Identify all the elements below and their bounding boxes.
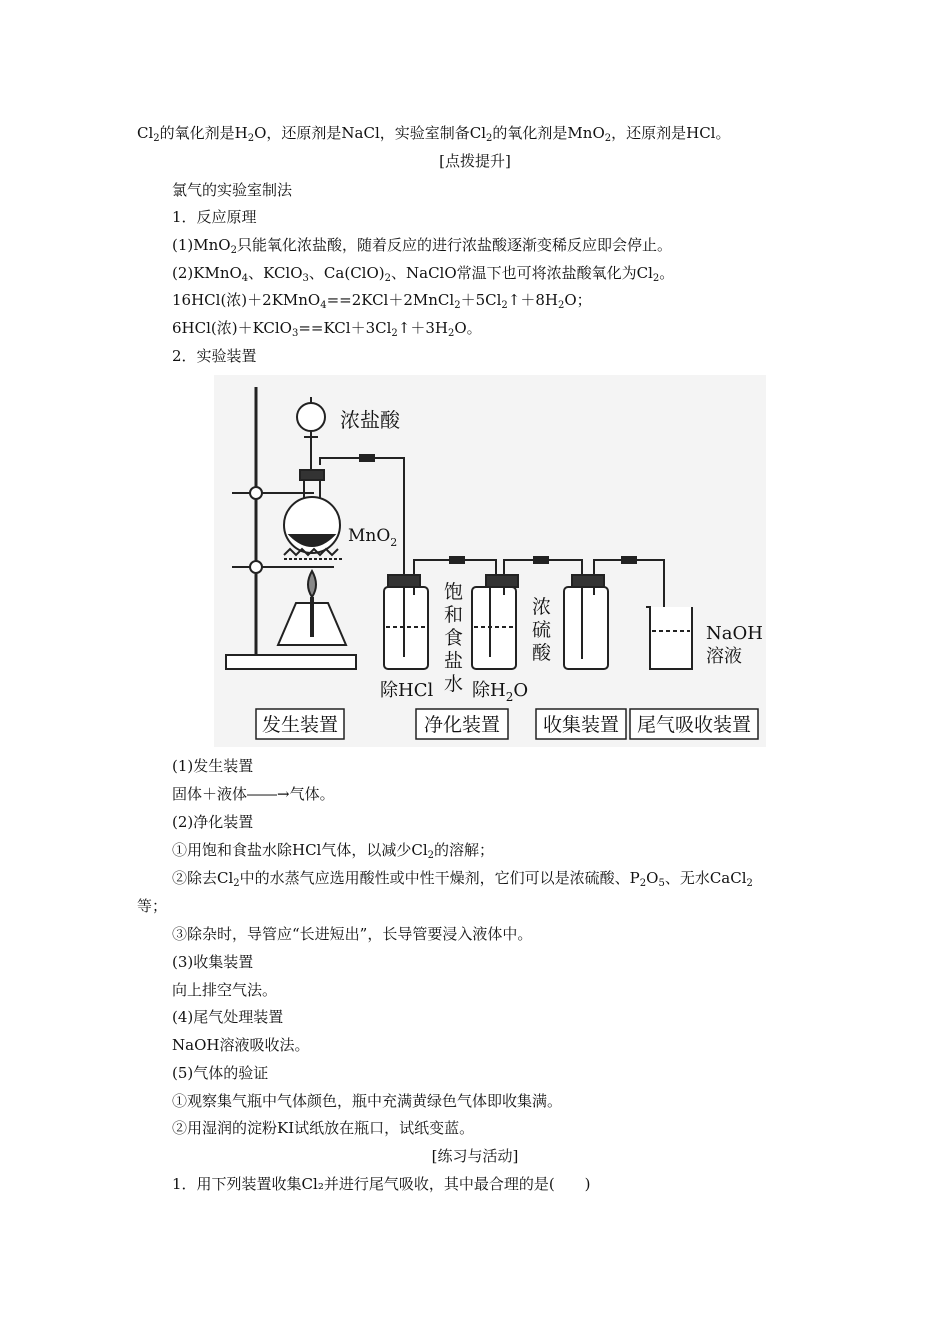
text-line-15: 等； [137, 897, 168, 915]
label-exhaust: 尾气吸收装置 [636, 714, 752, 736]
text-line-17: (3)收集装置 [172, 953, 254, 971]
label-generation: 发生装置 [261, 714, 339, 736]
label-remove-h2o: 除$H_2O$ [472, 680, 529, 704]
equation-kmno4: 16HCl(浓)$+2KMnO_4==2KCl+2MnCl_2+5Cl_2↑+8H_2O$； [172, 291, 592, 311]
text-line-6: (2)KMnO$_4$、KClO$_3$、$Ca(ClO)_2$、NaClO常温下也可将浓盐酸氧化为$Cl_2$。 [172, 264, 675, 284]
bottle-collection [564, 587, 608, 669]
label-collection: 收集装置 [542, 714, 620, 736]
text-line-13: ①用饱和食盐水除HCl气体，以减少$Cl_2$的溶解； [172, 841, 495, 861]
separatory-funnel [297, 403, 325, 431]
text-line-23: ②用湿润的淀粉KI试纸放在瓶口，试纸变蓝。 [172, 1119, 475, 1137]
label-conc-sulfuric-acid: 浓 硫 酸 [532, 596, 552, 664]
stand-base [226, 655, 356, 669]
label-remove-hcl: 除HCl [380, 680, 434, 701]
text-line-4: 1．反应原理 [172, 208, 257, 226]
section-heading-practice: [练习与活动] [431, 1147, 519, 1165]
label-conc-hcl: 浓盐酸 [340, 408, 400, 432]
text-line-14: ②除去$Cl_2$中的水蒸气应选用酸性或中性干燥剂，它们可以是浓硫酸、$P_2O_5$、无水CaCl$_2$ [172, 869, 753, 889]
text-line-16: ③除杂时，导管应“长进短出”，长导管要浸入液体中。 [172, 925, 533, 943]
equation-kclo3: 6HCl(浓)$+KClO_3==KCl+3Cl_2↑+3H_2O$。 [172, 319, 482, 339]
label-mno2: MnO$_2$ [348, 526, 398, 549]
text-line-18: 向上排空气法。 [172, 981, 278, 999]
text-line-1: $Cl_2$的氧化剂是$H_2O$，还原剂是NaCl，实验室制备$Cl_2$的氧化剂是MnO$_2$，还原剂是HCl。 [137, 124, 731, 144]
text-line-22: ①观察集气瓶中气体颜色，瓶中充满黄绿色气体即收集满。 [172, 1092, 563, 1110]
label-saturated-brine: 饱 和 食 盐 水 [444, 581, 464, 695]
text-line-10: (1)发生装置 [172, 757, 254, 775]
question-1: 1．用下列装置收集Cl₂并进行尾气吸收，其中最合理的是( ) [172, 1175, 591, 1193]
text-line-19: (4)尾气处理装置 [172, 1008, 284, 1026]
text-line-11: 固体＋液体――→气体。 [172, 785, 335, 803]
chlorine-apparatus-diagram [214, 375, 766, 747]
label-purification: 净化装置 [423, 714, 501, 736]
text-line-5: (1)MnO$_2$只能氧化浓盐酸，随着反应的进行浓盐酸逐渐变稀反应即会停止。 [172, 236, 672, 256]
section-heading-tips: [点拨提升] [439, 152, 511, 170]
text-line-20: NaOH溶液吸收法。 [172, 1036, 310, 1054]
text-line-9: 2．实验装置 [172, 347, 257, 365]
label-naoh-solution: NaOH 溶液 [706, 623, 763, 667]
text-line-21: (5)气体的验证 [172, 1064, 269, 1082]
beaker-naoh [646, 607, 692, 669]
text-line-3: 氯气的实验室制法 [172, 181, 293, 199]
text-line-12: (2)净化装置 [172, 813, 254, 831]
